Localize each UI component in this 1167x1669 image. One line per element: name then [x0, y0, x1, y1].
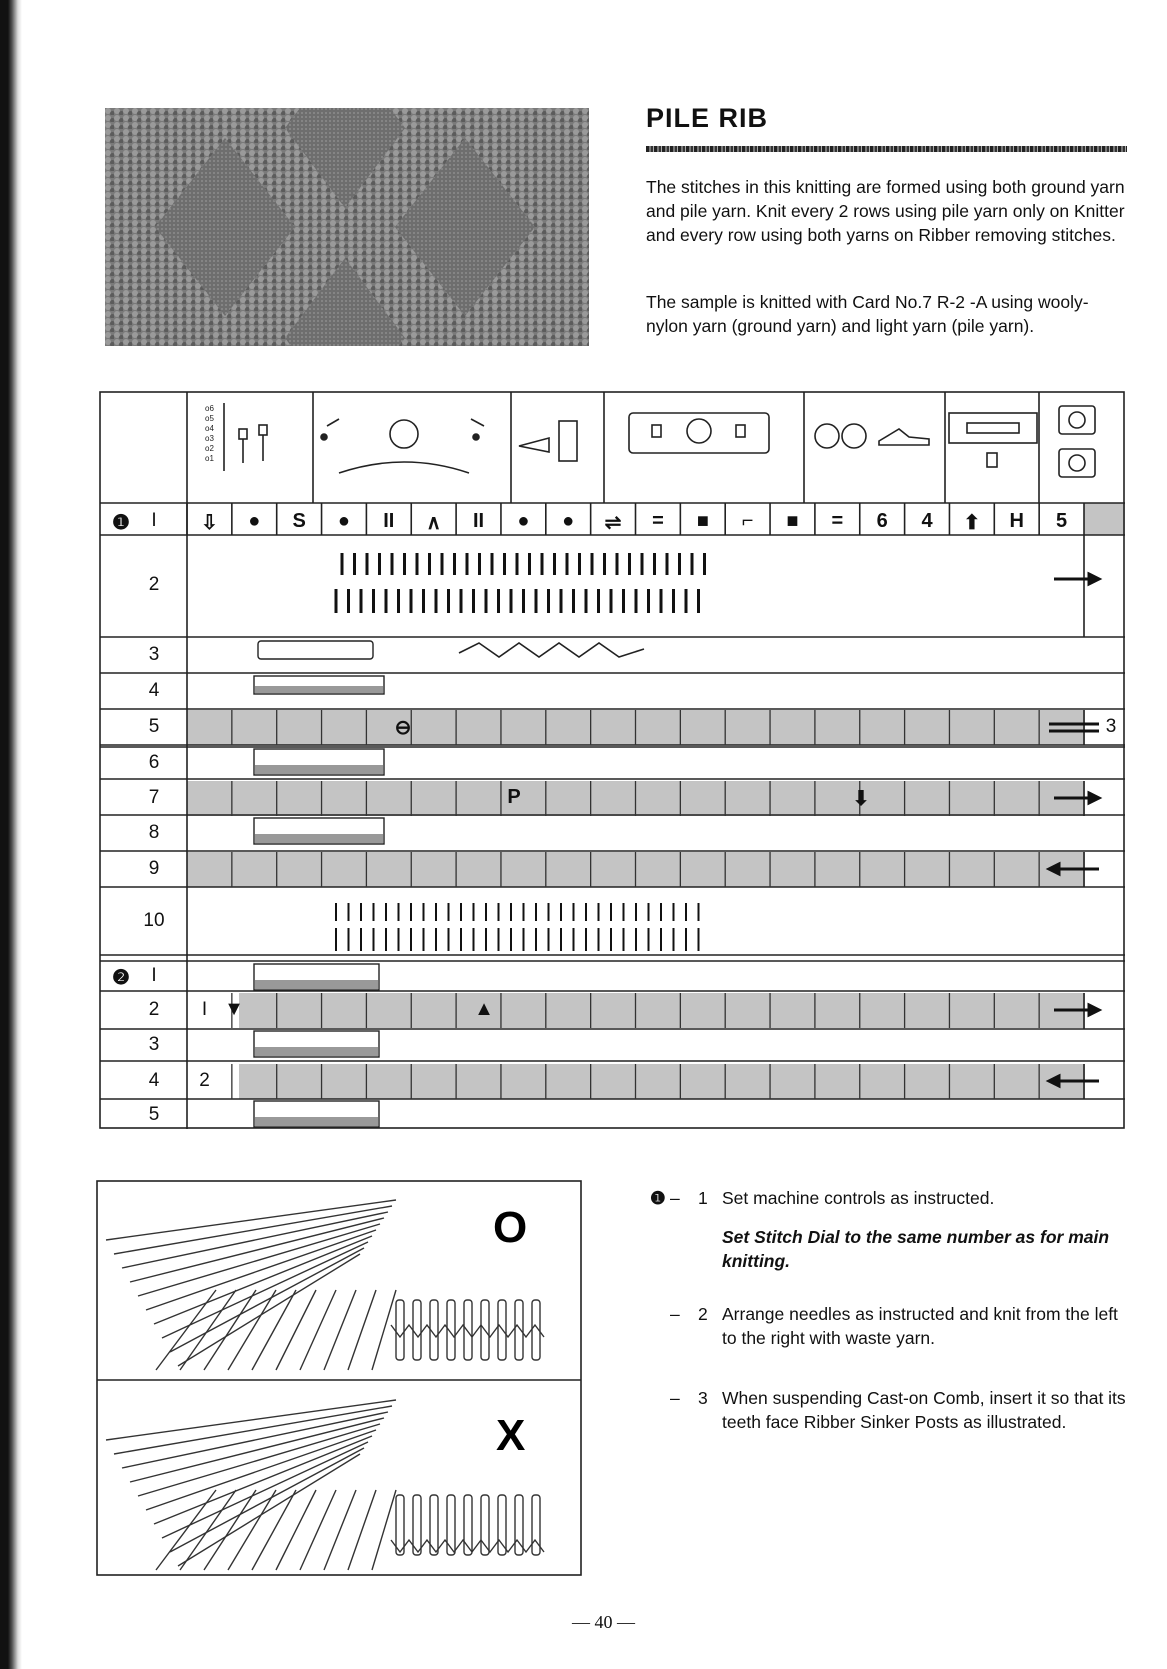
svg-text:o2: o2 [205, 444, 214, 453]
row-5-symbol: ⊖ [394, 717, 412, 739]
instruction-number: 1 [698, 1188, 708, 1208]
instruction-number: 2 [698, 1304, 708, 1324]
row-label: 2 [148, 999, 160, 1020]
row-label: I [151, 510, 157, 531]
svg-text:o4: o4 [205, 424, 214, 433]
row-label: 5 [148, 1104, 160, 1125]
wrong-mark: X [496, 1411, 526, 1460]
row-1-cell: 6 [876, 510, 888, 532]
row-1-cell: ■ [696, 510, 709, 532]
svg-text:o3: o3 [205, 434, 214, 443]
knit-swatch-photo [105, 108, 589, 346]
row-1-cell: ⇌ [604, 512, 622, 534]
row-1-cell: ⇩ [201, 512, 218, 534]
row-1-cell: ⌐ [741, 510, 754, 532]
row-1-cell: II [383, 510, 395, 532]
instruction-marker: ❶ [650, 1188, 666, 1208]
page-title: PILE RIB [646, 103, 769, 133]
r2-2-c: ▲ [474, 998, 494, 1020]
instruction-number: 3 [698, 1388, 708, 1408]
table-grid [99, 391, 1125, 1129]
row-1-cell: ∧ [426, 512, 441, 534]
page-number: — 40 — [572, 1612, 635, 1632]
row-1-cell: 5 [1056, 510, 1068, 532]
row-5-repeat: 3 [1105, 716, 1117, 737]
svg-text:o6: o6 [205, 404, 214, 413]
instruction-text: When suspending Cast-on Comb, insert it so that its teeth face Ribber Sinker Posts as illustrated. [722, 1388, 1126, 1432]
row-label: 8 [148, 822, 160, 843]
row-1-cell: ● [248, 510, 261, 532]
row-label: 9 [148, 858, 160, 879]
row-1-cell: = [831, 510, 844, 532]
row-1-cell: = [652, 510, 664, 532]
row-1-cell: ● [337, 510, 351, 532]
instruction-note: Set Stitch Dial to the same number as for main knitting. [722, 1227, 1110, 1271]
r2-2-a: I [201, 999, 208, 1020]
r2-4-a: 2 [199, 1070, 210, 1091]
row-label: 4 [148, 680, 160, 701]
row-label: 4 [148, 1070, 160, 1091]
instruction-text: Arrange needles as instructed and knit from the left to the right with waste yarn. [722, 1304, 1118, 1348]
row-label: 3 [148, 644, 160, 665]
row-7-arrow: ⬇ [852, 788, 870, 810]
row-1-cell: ● [562, 510, 575, 532]
row-label: I [151, 965, 157, 986]
row-1-cell: ⬆ [963, 512, 981, 534]
row-label: 7 [148, 787, 160, 808]
row-label: 6 [148, 752, 160, 773]
row-1-cell: 4 [921, 510, 933, 532]
row-label: 5 [148, 716, 160, 737]
intro-paragraph-1: The stitches in this knitting are formed using both ground yarn and pile yarn. Knit every 2 rows using pile yarn only on Knitter and every row using both yarns on Ribber removing stitches. [646, 177, 1125, 245]
row-label: 2 [148, 574, 160, 595]
row-1-cell: ● [517, 510, 530, 532]
section-2-marker: ❷ [112, 967, 130, 989]
svg-text:o5: o5 [205, 414, 214, 423]
row-1-cell: H [1009, 510, 1024, 532]
row-1-cell: II [472, 510, 485, 532]
row-1-cell: S [292, 510, 306, 532]
row-label: 10 [143, 910, 165, 931]
instruction-text: Set machine controls as instructed. [722, 1188, 995, 1208]
row-1-cell: ■ [786, 510, 799, 532]
row-label: 3 [148, 1034, 160, 1055]
svg-text:o1: o1 [205, 454, 214, 463]
section-1-marker: ❶ [112, 512, 130, 534]
r2-2-b: ▼ [224, 998, 244, 1020]
title-rule [646, 146, 1127, 152]
knitting-chart-table [99, 391, 1125, 1129]
row-7-symbol: P [507, 786, 521, 808]
binding-edge [0, 0, 22, 1669]
correct-mark: O [493, 1203, 528, 1252]
intro-paragraph-2: The sample is knitted with Card No.7 R-2 -A using wooly-nylon yarn (ground yarn) and light yarn (pile yarn). [646, 292, 1089, 336]
cast-on-comb-diagram [96, 1180, 582, 1576]
